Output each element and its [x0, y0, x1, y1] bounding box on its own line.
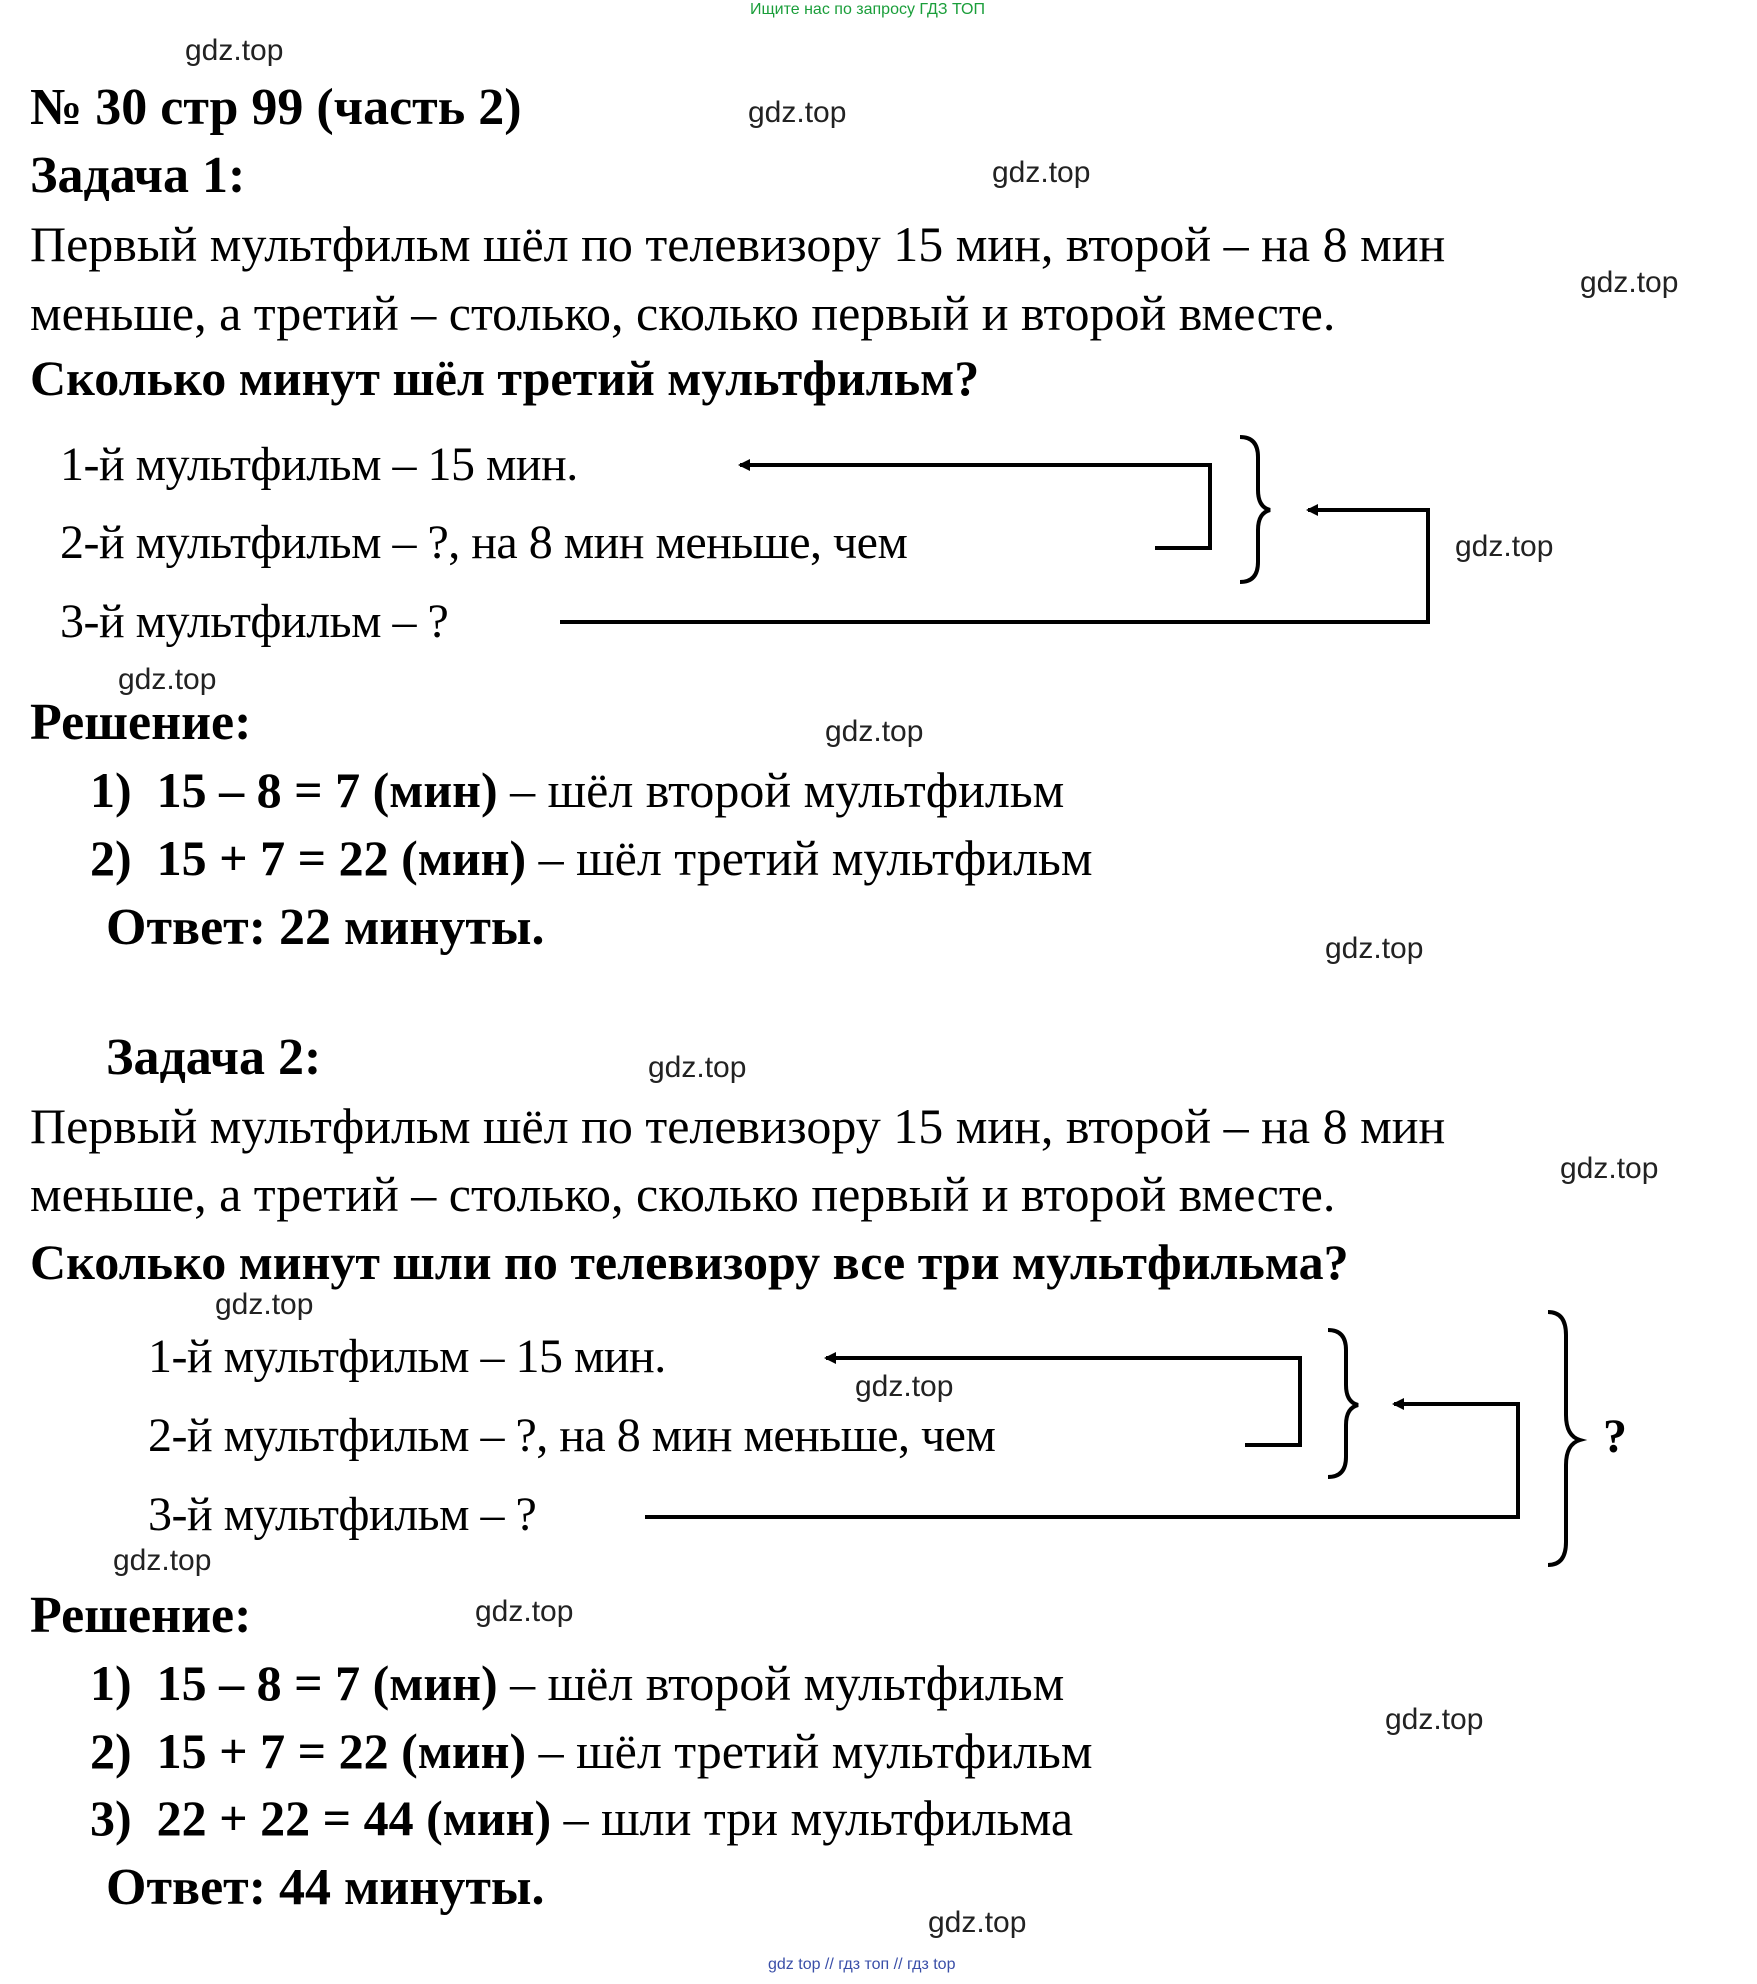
watermark: gdz.top	[1580, 266, 1679, 299]
watermark: gdz.top	[648, 1051, 747, 1084]
watermark: gdz.top	[1385, 1703, 1484, 1736]
task1-answer: Ответ: 22 минуты.	[106, 899, 545, 956]
step-expression: 15 – 8 = 7 (мин)	[156, 762, 498, 818]
task2-step-1	[90, 1655, 1065, 1711]
watermark: gdz.top	[992, 156, 1091, 189]
task2-step-3	[90, 1790, 1074, 1846]
watermark: gdz.top	[928, 1906, 1027, 1939]
step-number: 1)	[90, 762, 132, 818]
task2-diagram-row1: 1-й мультфильм – 15 мин.	[148, 1330, 666, 1383]
task2-question: Сколько минут шли по телевизору все три мультфильма?	[30, 1234, 1349, 1290]
task1-arrow-lines	[560, 465, 1428, 622]
step-number: 1)	[90, 1655, 132, 1711]
task1-diagram-row1: 1-й мультфильм – 15 мин.	[60, 438, 578, 491]
task2-diagram-row3: 3-й мультфильм – ?	[148, 1488, 537, 1541]
step-expression: 15 – 8 = 7 (мин)	[156, 1655, 498, 1711]
task1-text-line2: меньше, а третий – столько, сколько первый и второй вместе.	[30, 285, 1336, 341]
step-description: – шёл второй мультфильм	[497, 762, 1065, 818]
top-search-note: Ищите нас по запросу ГДЗ ТОП	[750, 1, 985, 18]
task1-diagram-row3: 3-й мультфильм – ?	[60, 595, 449, 648]
step-description: – шёл второй мультфильм	[497, 1655, 1065, 1711]
step-number: 3)	[90, 1790, 132, 1846]
watermark: gdz.top	[1455, 530, 1554, 563]
task2-text-line2: меньше, а третий – столько, сколько первый и второй вместе.	[30, 1166, 1336, 1222]
task2-brace-inner	[1328, 1330, 1358, 1477]
task2-step-2	[90, 1723, 1093, 1779]
step-expression: 15 + 7 = 22 (мин)	[156, 1723, 527, 1779]
task2-text-line1: Первый мультфильм шёл по телевизору 15 мин, второй – на 8 мин	[30, 1098, 1446, 1154]
watermark: gdz.top	[113, 1544, 212, 1577]
task1-brace	[1240, 437, 1270, 582]
task2-heading: Задача 2:	[106, 1029, 322, 1086]
task1-step-1	[90, 762, 1065, 818]
task1-step-2	[90, 830, 1093, 886]
step-description: – шёл третий мультфильм	[526, 830, 1093, 886]
watermark: gdz.top	[118, 663, 217, 696]
step-expression: 15 + 7 = 22 (мин)	[156, 830, 527, 886]
step-expression: 22 + 22 = 44 (мин)	[156, 1790, 552, 1846]
watermark: gdz.top	[825, 715, 924, 748]
task2-diagram-row2: 2-й мультфильм – ?, на 8 мин меньше, чем	[148, 1409, 996, 1462]
task1-heading: Задача 1:	[30, 147, 246, 204]
watermark: gdz.top	[748, 96, 847, 129]
watermark: gdz.top	[855, 1370, 954, 1403]
task2-solution-label: Решение:	[30, 1587, 252, 1644]
step-description: – шёл третий мультфильм	[526, 1723, 1093, 1779]
step-number: 2)	[90, 830, 132, 886]
task1-diagram-row2: 2-й мультфильм – ?, на 8 мин меньше, чем	[60, 516, 908, 569]
watermark: gdz.top	[185, 34, 284, 67]
watermark: gdz.top	[1560, 1152, 1659, 1185]
watermark: gdz.top	[1325, 932, 1424, 965]
task2-total-mark: ?	[1603, 1410, 1627, 1463]
page-title: № 30 стр 99 (часть 2)	[30, 79, 522, 136]
task2-answer: Ответ: 44 минуты.	[106, 1859, 545, 1916]
watermark: gdz.top	[215, 1288, 314, 1321]
task2-brace-outer	[1548, 1312, 1580, 1565]
footer-note: gdz top // гдз топ // гдз top	[768, 1956, 956, 1973]
step-description: – шли три мультфильма	[551, 1790, 1074, 1846]
task1-question: Сколько минут шёл третий мультфильм?	[30, 350, 980, 406]
watermark: gdz.top	[475, 1595, 574, 1628]
task1-text-line1: Первый мультфильм шёл по телевизору 15 мин, второй – на 8 мин	[30, 216, 1446, 272]
step-number: 2)	[90, 1723, 132, 1779]
task1-solution-label: Решение:	[30, 694, 252, 751]
